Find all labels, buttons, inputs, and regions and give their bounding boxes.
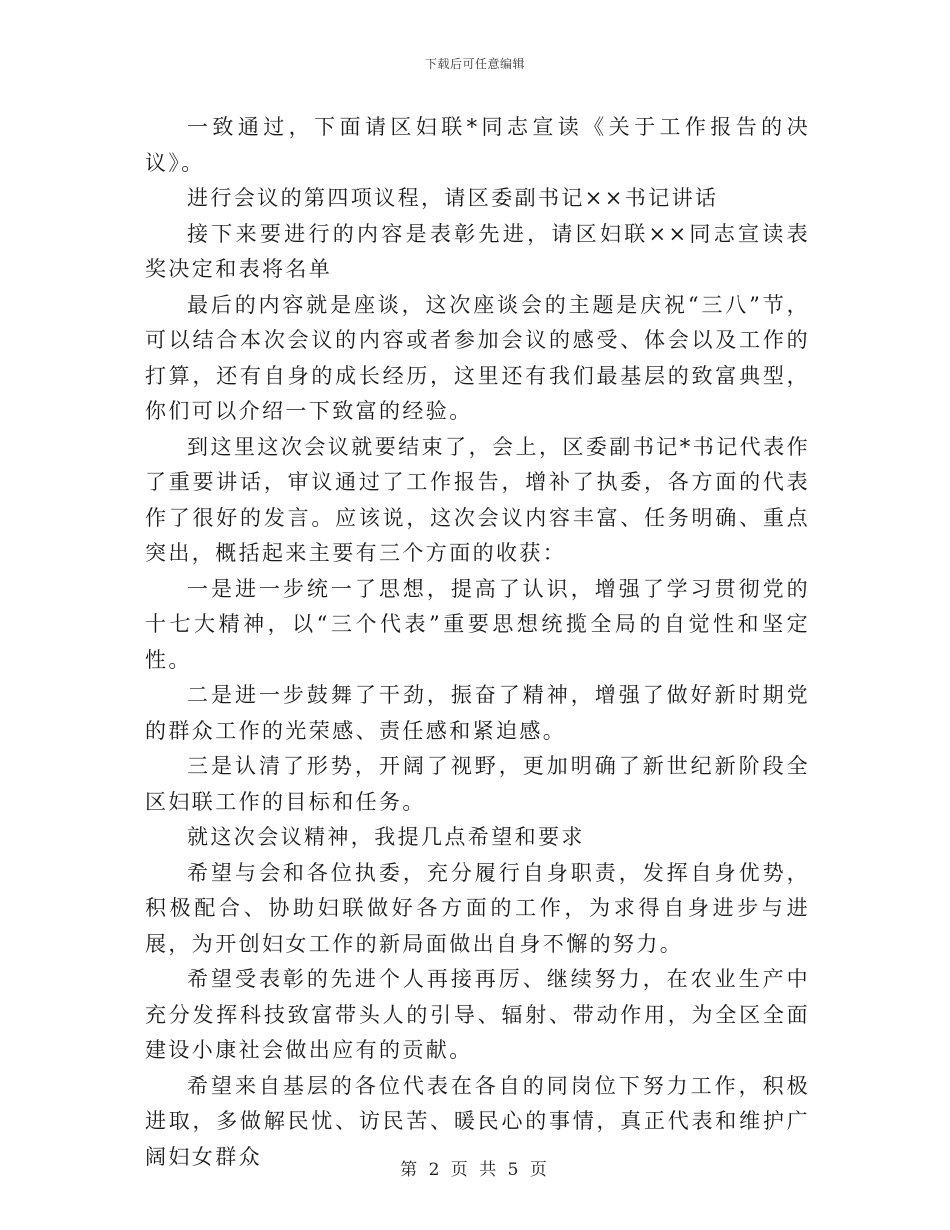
document-body [145, 110, 810, 1175]
paragraph: 希望来自基层的各位代表在各自的同岗位下努力工作，积极进取，多做解民忧、访民苦、暖民心的事情，真正代表和维护广阔妇女群众 [145, 1073, 810, 1169]
page-footer: 第 2 页 共 5 页 [400, 1160, 550, 1180]
paragraph: 希望与会和各位执委，充分履行自身职责，发挥自身优势，积极配合、协助妇联做好各方面的工作，为求得自身进步与进展，为开创妇女工作的新局面做出自身不懈的努力。 [145, 860, 810, 956]
page-header: 下载后可任意编辑 [424, 57, 525, 71]
paragraph: 进行会议的第四项议程，请区委副书记××书记讲话 [187, 186, 719, 210]
paragraph: 一是进一步统一了思想，提高了认识，增强了学习贯彻党的十七大精神，以“三个代表”重要思想统揽全局的自觉性和坚定性。 [145, 576, 810, 672]
paragraph: 希望受表彰的先进个人再接再厉、继续努力，在农业生产中充分发挥科技致富带头人的引导、辐射、带动作用，为全区全面建设小康社会做出应有的贡献。 [145, 967, 810, 1062]
paragraph: 二是进一步鼓舞了干劲，振奋了精神，增强了做好新时期党的群众工作的光荣感、责任感和紧迫感。 [145, 683, 810, 743]
paragraph: 到这里这次会议就要结束了，会上，区委副书记*书记代表作了重要讲话，审议通过了工作报告，增补了执委，各方面的代表作了很好的发言。应该说，这次会议内容丰富、任务明确、重点突出，概括起来主要有三个方面的收获： [145, 434, 810, 565]
paragraph: 最后的内容就是座谈，这次座谈会的主题是庆祝“三八”节，可以结合本次会议的内容或者参加会议的感受、体会以及工作的打算，还有自身的成长经历，这里还有我们最基层的致富典型，你们可以介绍一下致富的经验。 [145, 292, 810, 423]
paragraph: 就这次会议精神，我提几点希望和要求 [187, 825, 585, 849]
paragraph: 接下来要进行的内容是表彰先进，请区妇联××同志宣读表奖决定和表将名单 [145, 221, 810, 281]
paragraph: 三是认清了形势，开阔了视野，更加明确了新世纪新阶段全区妇联工作的目标和任务。 [145, 754, 810, 814]
paragraph: 一致通过，下面请区妇联*同志宣读《关于工作报告的决议》。 [145, 115, 810, 175]
